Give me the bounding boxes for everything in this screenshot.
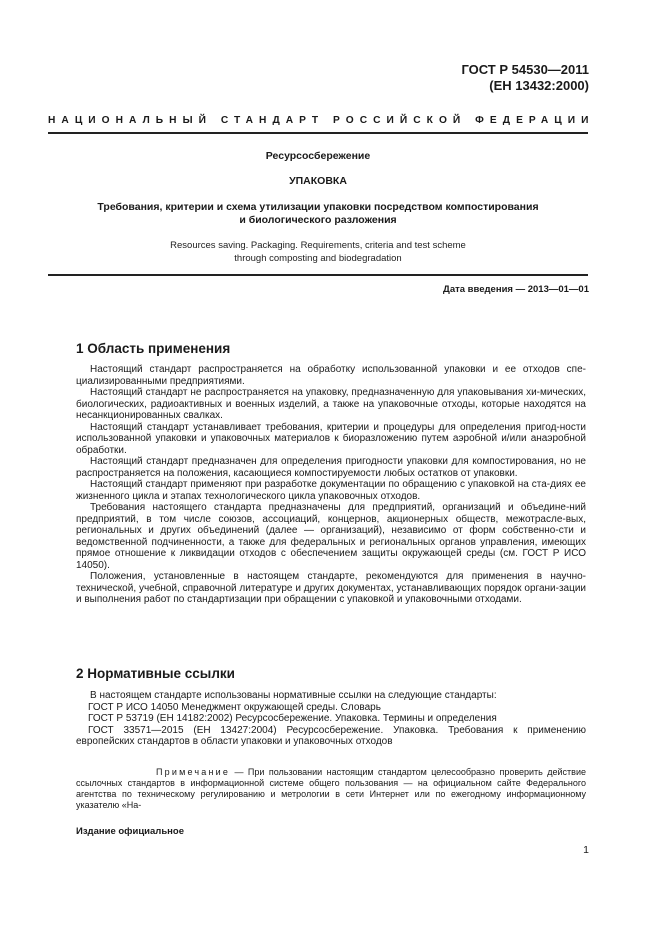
section1-body [76,364,586,606]
standard-code-line2: (ЕН 13432:2000) [489,78,589,93]
title-english-line1: Resources saving. Packaging. Requirements, criteria and test scheme [170,240,466,251]
title-sub [48,201,588,227]
section1-paragraph-3: Настоящий стандарт устанавливает требования, критерии и процедуры для определения пригод-ности использованной упаковки и упаковочных материалов к биоразложению путем аэробной и/или анаэробной обработки. [76,421,586,456]
title-sub-line2: и биологического разложения [239,214,397,226]
section1-paragraph-7: Положения, установленные в настоящем стандарте, рекомендуются для применения в научно-технической, учебной, справочной литературе и других документах, устанавливающих порядок органи-зации и выполнения работ по стандартизации при обращении с упаковкой и упаковочными отходами. [76,571,586,605]
note-text: — При пользовании настоящим стандартом целесообразно проверить действие ссылочных стандартов в информационной системе общего пользования — на официальном сайте Федерального агентства по техническому регулированию и метрологии в сети Интернет или по ежегодному информационному указателю «На- [76,767,586,810]
header-divider [48,132,588,134]
section1-paragraph-4: Настоящий стандарт предназначен для определения пригодности упаковки для компостирования, но не распространяется на положения, касающиеся компостируемости любых остатков от упаковки. [76,456,586,479]
title-english [48,239,588,265]
title-main: УПАКОВКА [289,175,347,187]
section2-body [76,690,586,748]
title-english-line2: through composting and biodegradation [234,253,402,264]
note-label: Примечание [156,767,231,777]
national-standard-banner: НАЦИОНАЛЬНЫЙ СТАНДАРТ РОССИЙСКОЙ ФЕДЕРАЦИИ [48,115,595,126]
standard-code [461,62,589,94]
section1-paragraph-5: Настоящий стандарт применяют при разработке документации по обращению с упаковкой на ста-диях ее жизненного цикла и этапах технологического цикла упаковочных отходов. [76,479,586,502]
section1-heading: 1 Область применения [76,341,231,356]
standard-code-line1: ГОСТ Р 54530—2011 [461,62,589,77]
references-note [76,767,586,811]
title-subject: Ресурсосбережение [265,150,371,162]
page-number: 1 [583,844,589,856]
reference-item-3: ГОСТ 33571—2015 (ЕН 13427:2004) Ресурсосбережение. Упаковка. Требования к применению европейских стандартов в области упаковки и упаковочных отходов [76,724,586,747]
title-sub-line1: Требования, критерии и схема утилизации упаковки посредством компостирования [97,201,539,213]
official-edition-label: Издание официальное [76,826,184,837]
section1-paragraph-6: Требования настоящего стандарта предназначены для предприятий, организаций и объедине-ний предприятий, в том числе союзов, ассоциаций, концернов, акционерных обществ, межотрасле-вых, региональных и других объединений (далее — организаций), независимо от форм собственно-сти и ведомственной подчиненности, а также для федеральных и региональных органов управления, имеющих прямое отношение к ликвидации отходов с обеспечением защиты окружающей среды (см. ГОСТ Р ИСО 14050). [76,502,586,571]
reference-item-1: ГОСТ Р ИСО 14050 Менеджмент окружающей среды. Словарь [88,701,381,713]
reference-item-2: ГОСТ Р 53719 (ЕН 14182:2002) Ресурсосбережение. Упаковка. Термины и определения [88,713,497,724]
introduction-date: Дата введения — 2013—01—01 [443,284,589,295]
title-divider [48,274,588,276]
section2-heading: 2 Нормативные ссылки [76,666,235,681]
section2-intro: В настоящем стандарте использованы нормативные ссылки на следующие стандарты: [90,690,497,701]
section1-paragraph-1: Настоящий стандарт распространяется на обработку использованной упаковки и ее отходов спе-циализированными предприятиями. [76,364,586,387]
section1-paragraph-2: Настоящий стандарт не распространяется на упаковку, предназначенную для упаковывания хи-мических, биологических, радиоактивных и военных изделий, а также на упаковочные отходы, которые находятся на несанкционированных свалках. [76,387,586,421]
